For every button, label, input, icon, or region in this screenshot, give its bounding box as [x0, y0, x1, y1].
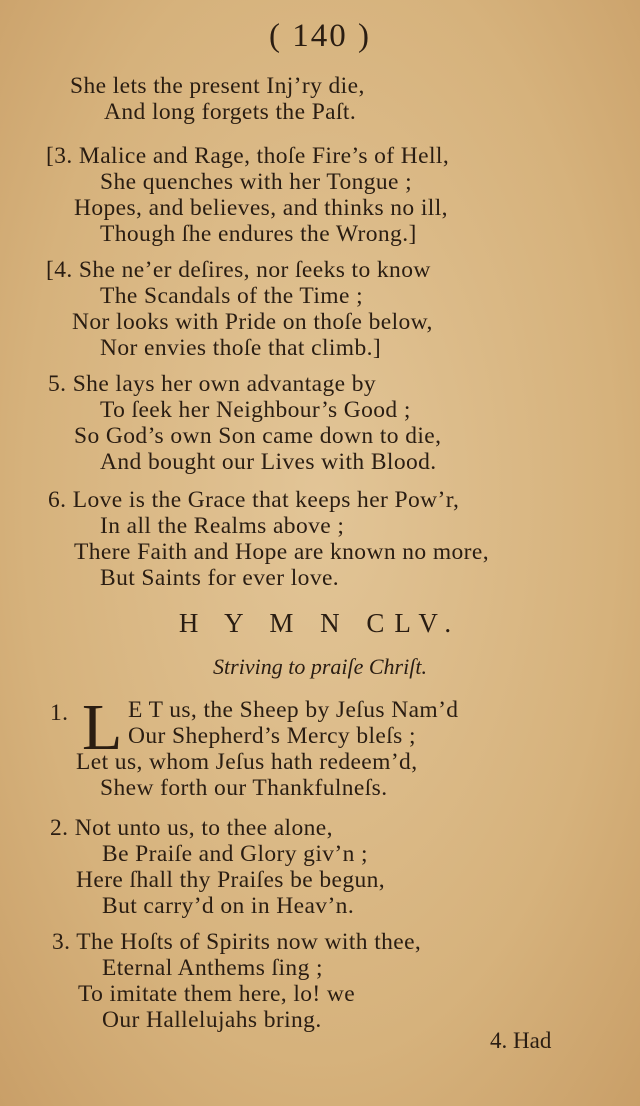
verse-line: To ſeek her Neighbour’s Good ; [100, 397, 411, 423]
hymn-title: H Y M N CLV. [178, 608, 462, 638]
verse-line: She lets the present Inj’ry die, [70, 73, 365, 99]
verse-line: Hopes, and believes, and thinks no ill, [74, 195, 448, 221]
verse-line: In all the Realms above ; [100, 513, 345, 539]
verse-line: [3. Malice and Rage, thoſe Fire’s of Hell, [46, 143, 450, 169]
hymn-subtitle: Striving to praiſe Chriſt. [213, 654, 427, 679]
verse-line: So God’s own Son came down to die, [74, 423, 442, 449]
verse-line: Our Hallelujahs bring. [102, 1007, 322, 1033]
drop-cap: L [82, 691, 123, 764]
verse-line: And bought our Lives with Blood. [100, 449, 437, 475]
verse-line: Shew forth our Thankfulneſs. [100, 775, 388, 801]
page-number: ( 140 ) [269, 18, 371, 54]
verse-line: 5. She lays her own advantage by [48, 371, 377, 397]
verse-line: [4. She ne’er deſires, nor ſeeks to know [46, 257, 431, 283]
verse-line: 6. Love is the Grace that keeps her Pow’r, [48, 487, 460, 513]
verse-number: 1. [50, 700, 69, 726]
verse-line: Be Praiſe and Glory giv’n ; [102, 841, 368, 867]
verse-line: Let us, whom Jeſus hath redeem’d, [76, 749, 418, 775]
verse-line: To imitate them here, lo! we [78, 981, 356, 1007]
verse-line: But carry’d on in Heav’n. [102, 893, 355, 919]
verse-line: 2. Not unto us, to thee alone, [50, 815, 333, 841]
verse-line: 3. The Hoſts of Spirits now with thee, [52, 929, 422, 955]
verse-line: Nor looks with Pride on thoſe below, [72, 309, 433, 335]
verse-line: Nor envies thoſe that climb.] [100, 335, 382, 361]
verse-line: Eternal Anthems ſing ; [102, 955, 323, 981]
verse-line: Though ſhe endures the Wrong.] [100, 221, 417, 247]
verse-line: E T us, the Sheep by Jeſus Nam’d [128, 697, 459, 723]
verse-line: Our Shepherd’s Mercy bleſs ; [128, 723, 416, 749]
catchword: 4. Had [490, 1028, 552, 1053]
verse-line: And long forgets the Paſt. [104, 99, 357, 125]
verse-line: The Scandals of the Time ; [100, 283, 364, 309]
verse-line: But Saints for ever love. [100, 565, 340, 591]
verse-line: There Faith and Hope are known no more, [74, 539, 489, 565]
verse-line: She quenches with her Tongue ; [100, 169, 413, 195]
verse-line: Here ſhall thy Praiſes be begun, [76, 867, 386, 893]
